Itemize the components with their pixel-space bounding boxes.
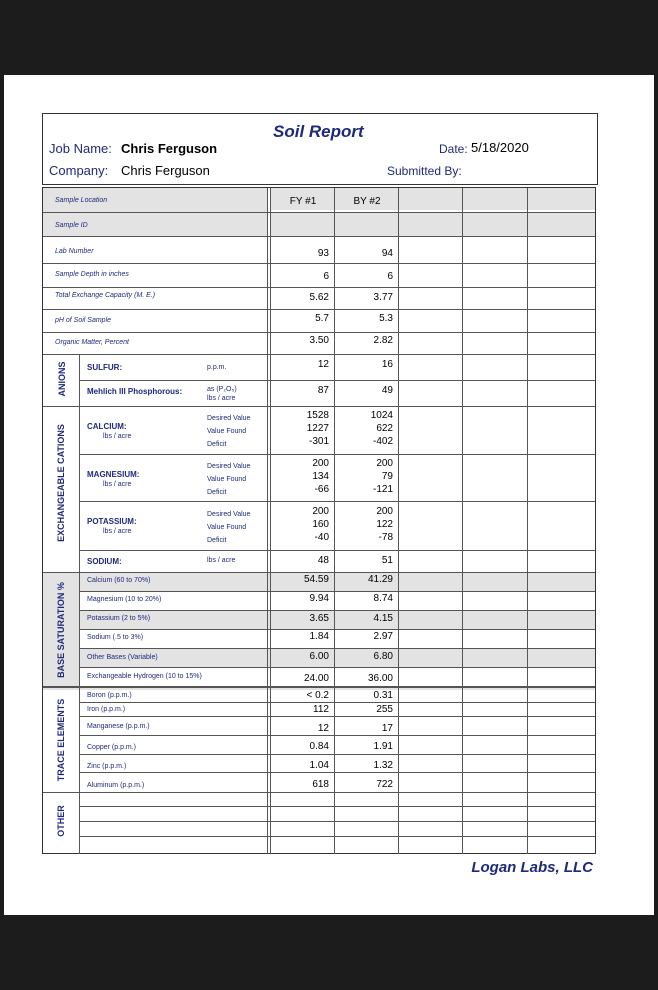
cell-value: 51 [381,555,393,566]
phosphorous-unit-2: lbs / acre [207,395,236,402]
cell-value: 79 [381,471,393,482]
sub-label: Value Found [207,476,247,483]
cell-value: 200 [376,506,393,517]
cell-value: 87 [317,385,329,396]
cell-value: 94 [381,248,393,259]
cell-value: 12 [317,359,329,370]
cell-value: 5.62 [309,292,329,303]
magnesium-label: MAGNESIUM: [87,470,140,479]
cell-value: 122 [376,519,393,530]
cell-value: 2.97 [373,631,393,642]
cell-value: < 0.2 [306,690,329,701]
sub-label: Desired Value [207,463,251,470]
row-label: Potassium (2 to 5%) [87,615,151,622]
sub-label: Desired Value [207,415,251,422]
cell-value: -66 [314,484,329,495]
cell-value: 5.3 [379,313,393,324]
row-label: Iron (p.p.m.) [87,706,126,713]
row-label: Total Exchange Capacity (M. E.) [55,292,156,299]
date-label: Date: [439,142,468,156]
cell-value: 6 [387,271,393,282]
report-header [42,113,598,185]
cell-value: -121 [372,484,393,495]
row-label: Manganese (p.p.m.) [87,723,150,730]
sulfur-unit: p.p.m. [207,364,227,371]
cell-value: -78 [378,532,393,543]
row-label: pH of Soil Sample [55,317,112,324]
cell-value: 6.80 [373,651,393,662]
row-label: Aluminum (p.p.m.) [87,782,145,789]
date-value: 5/18/2020 [471,140,529,155]
sub-label: Value Found [207,428,247,435]
submitted-by-label: Submitted By: [387,164,462,178]
cell-value: 5.7 [315,313,329,324]
cell-value: 160 [312,519,329,530]
sub-label: Deficit [207,441,227,448]
potassium-unit: lbs / acre [103,528,132,535]
job-name-value: Chris Ferguson [121,141,218,156]
calcium-label: CALCIUM: [87,422,127,431]
cell-value: 12 [317,723,329,734]
soil-data-table [42,187,596,854]
cell-value: 2.82 [373,335,393,346]
row-label: Other Bases (Variable) [87,654,158,661]
sodium-unit: lbs / acre [207,557,236,564]
section-label-anions: ANIONS [57,361,67,397]
cell-value: 17 [381,723,393,734]
column-header-fy1: FY #1 [289,196,317,207]
cell-value: 8.74 [373,593,393,604]
lab-name-footer: Logan Labs, LLC [471,859,593,876]
cell-value: 618 [312,779,329,790]
row-label: Copper (p.p.m.) [87,744,137,751]
sulfur-label: SULFUR: [87,363,123,372]
cell-value: 93 [317,248,329,259]
sub-label: Deficit [207,489,227,496]
row-label: Calcium (60 to 70%) [87,577,151,584]
row-label: Organic Matter, Percent [55,339,129,346]
cell-value: 24.00 [303,673,329,684]
cell-value: 49 [381,385,393,396]
cell-value: 6 [323,271,329,282]
calcium-unit: lbs / acre [103,433,132,440]
cell-value: 3.65 [309,613,329,624]
potassium-label: POTASSIUM: [87,517,137,526]
section-label-base-saturation: BASE SATURATION % [56,582,66,678]
row-label: Boron (p.p.m.) [87,692,132,699]
cell-value: -40 [314,532,329,543]
row-label: Magnesium (10 to 20%) [87,596,162,603]
cell-value: 1528 [306,410,329,421]
report-title: Soil Report [273,122,364,141]
cell-value: 722 [376,779,393,790]
magnesium-unit: lbs / acre [103,481,132,488]
row-label: Exchangeable Hydrogen (10 to 15%) [87,673,202,680]
cell-value: 16 [381,359,393,370]
report-page [4,75,654,915]
phosphorous-label: Mehlich III Phosphorous: [87,387,183,396]
cell-value: 1.84 [309,631,329,642]
cell-value: 1.32 [373,760,393,771]
cell-value: 255 [376,704,393,715]
cell-value: -402 [372,436,393,447]
row-label: Sample ID [55,222,88,229]
cell-value: 36.00 [367,673,393,684]
row-label: Zinc (p.p.m.) [87,763,127,770]
row-label: Sample Location [55,197,108,204]
section-label-trace-elements: TRACE ELEMENTS [56,698,66,782]
cell-value: 622 [376,423,393,434]
cell-value: 6.00 [309,651,329,662]
company-label: Company: [49,163,109,178]
row-label: Lab Number [55,248,94,255]
cell-value: 1227 [306,423,329,434]
cell-value: 134 [312,471,329,482]
cell-value: 41.29 [367,574,393,585]
cell-value: 1.91 [373,741,393,752]
cell-value: 4.15 [373,613,393,624]
cell-value: 200 [376,458,393,469]
job-name-label: Job Name: [49,141,112,156]
cell-value: 3.77 [373,292,393,303]
row-label: Sample Depth in inches [55,271,129,278]
cell-value: 1.04 [309,760,329,771]
cell-value: 3.50 [309,335,329,346]
section-label-other: OTHER [56,805,66,837]
sodium-label: SODIUM: [87,557,122,566]
sub-label: Deficit [207,537,227,544]
column-header-by2: BY #2 [353,196,381,207]
cell-value: 54.59 [303,574,329,585]
cell-value: 0.31 [373,690,393,701]
cell-value: 0.84 [309,741,329,752]
cell-value: 200 [312,458,329,469]
cell-value: 1024 [370,410,393,421]
sub-label: Value Found [207,524,247,531]
cell-value: -301 [308,436,329,447]
company-value: Chris Ferguson [121,163,210,178]
phosphorous-unit: as (P₂O₅) [207,386,237,393]
row-label: Sodium (.5 to 3%) [87,634,144,641]
cell-value: 9.94 [309,593,329,604]
cell-value: 200 [312,506,329,517]
cell-value: 112 [313,704,329,715]
sub-label: Desired Value [207,511,251,518]
cell-value: 48 [317,555,329,566]
section-label-cations: EXCHANGEABLE CATIONS [56,424,66,542]
